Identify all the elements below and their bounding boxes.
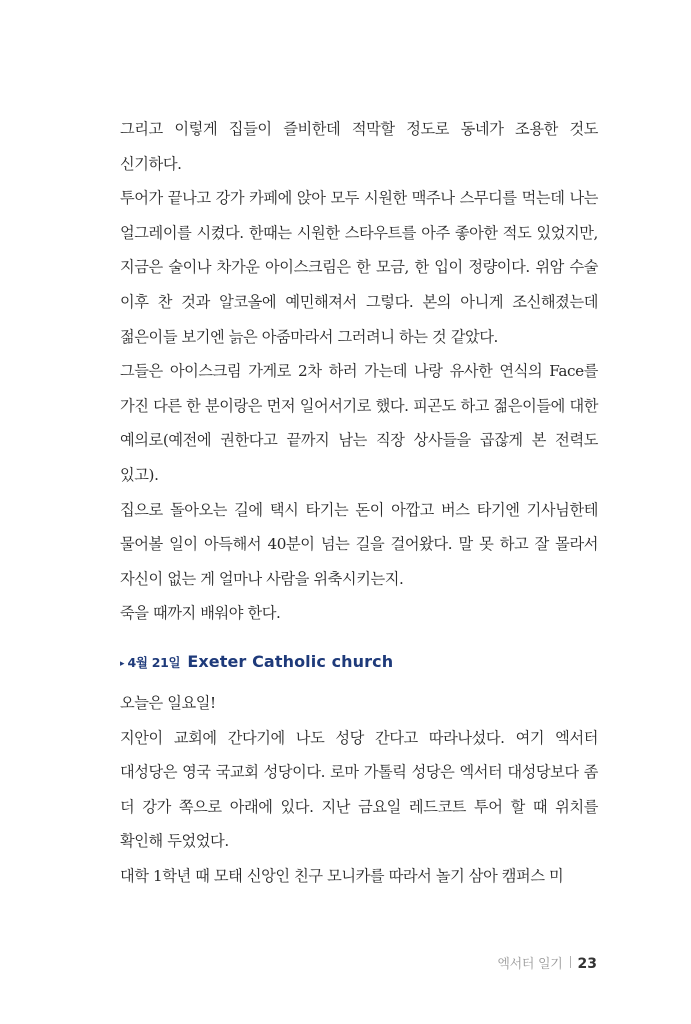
paragraph: 오늘은 일요일! (120, 694, 216, 712)
paragraph: 죽을 때까지 배워야 한다. (120, 604, 281, 623)
page-number: 23 (577, 956, 597, 972)
paragraph: 집으로 돌아오는 길에 택시 타기는 돈이 아깝고 버스 타기엔 기사님한테 물어볼 일이 아득해서 40분이 넘는 길을 걸어왔다. 말 못 하고 잘 몰라서 자신이 없는 게 얼마나 사람을 위축시키는지. (120, 500, 598, 588)
section-2-text (120, 686, 598, 894)
entry-date: 4월 21일 (127, 655, 181, 670)
footer-divider (570, 956, 571, 968)
paragraph: 그리고 이렇게 집들이 즐비한데 적막할 정도로 동네가 조용한 것도 신기하다. (120, 120, 598, 173)
paragraph: 지안이 교회에 간다기에 나도 성당 간다고 따라나섰다. 여기 엑서터 대성당은 영국 국교회 성당이다. 로마 가톨릭 성당은 엑서터 대성당보다 좀 더 강가 쪽으로 아래에 있다. 지난 금요일 레드코트 투어 할 때 위치를 확인해 두었었다. (120, 728, 598, 851)
paragraph: 그들은 아이스크림 가게로 2차 하러 가는데 나랑 유사한 연식의 Face를 가진 다른 한 분이랑은 먼저 일어서기로 했다. 피곤도 하고 젊은이들에 대한 예의로(예전에 권한다고 끝까지 남는 직장 상사들을 곱잖게 본 전력도 있고). (120, 362, 598, 484)
entry-title: Exeter Catholic church (187, 652, 394, 671)
section-1-text (120, 112, 598, 631)
paragraph: 투어가 끝나고 강가 카페에 앉아 모두 시원한 맥주나 스무디를 먹는데 나는 얼그레이를 시켰다. 한때는 시원한 스타우트를 아주 좋아한 적도 있었지만, 지금은 술이나 차가운 아이스크림은 한 모금, 한 입이 정량이다. 위암 수술 이후 찬 것과 알코올에 예민해져서 그렇다. 본의 아니게 조신해졌는데 젊은이들 보기엔 늙은 아줌마라서 그러려니 하는 것 같았다. (120, 189, 598, 346)
page-footer (497, 953, 597, 972)
triangle-marker-icon: ▸ (120, 659, 125, 669)
diary-entry-heading (120, 652, 393, 671)
paragraph: 대학 1학년 때 모태 신앙인 친구 모니카를 따라서 놀기 삼아 캠퍼스 미 (120, 866, 564, 885)
running-footer-title: 엑서터 일기 (497, 957, 563, 972)
